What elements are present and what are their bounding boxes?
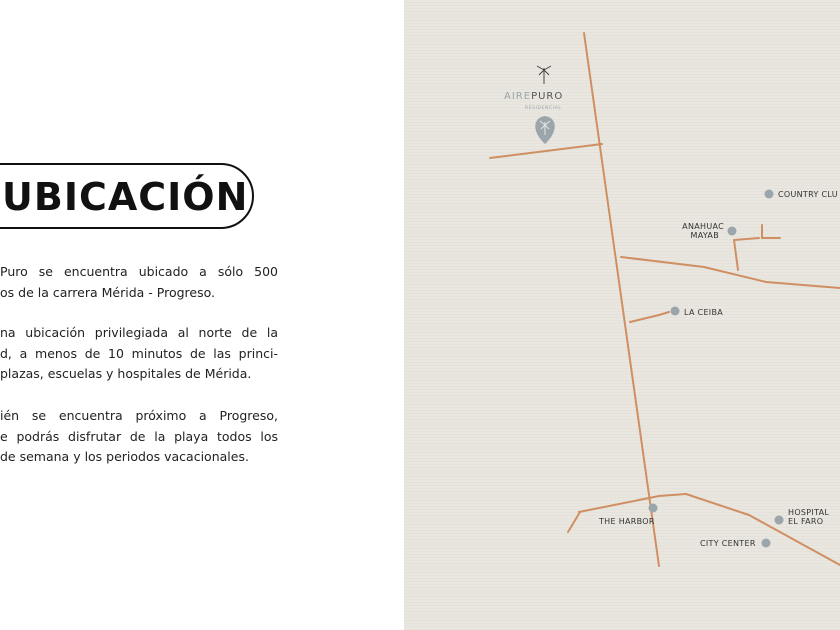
map-canvas	[404, 0, 840, 630]
la-ceiba-marker	[671, 307, 680, 316]
connector-road-2	[762, 225, 780, 238]
place-label-the-harbor: THE HARBOR	[599, 517, 655, 526]
east-road	[621, 257, 840, 288]
place-label-city-center: CITY CENTER	[700, 539, 756, 548]
paragraph-location	[0, 323, 278, 385]
palm-icon	[537, 66, 551, 84]
location-pin-icon	[535, 116, 555, 144]
paragraph-line: os de la carrera Mérida - Progreso.	[0, 284, 215, 300]
connector-road-1	[734, 238, 759, 270]
brand-tagline: RESIDENCIAL	[525, 106, 562, 111]
brand-name-puro: PURO	[531, 91, 564, 102]
country-club-marker	[765, 190, 774, 199]
paragraph-line: Puro se encuentra ubicado a sólo 500	[0, 264, 278, 279]
east-south-road	[686, 494, 840, 565]
brand-name-aire: AIRE	[504, 91, 532, 102]
paragraph-distance	[0, 262, 278, 303]
paragraph-line: ién se encuentra próximo a Progreso,	[0, 408, 278, 423]
svg-text:AIREPURO	[504, 91, 563, 102]
location-map	[404, 0, 840, 630]
location-text-panel	[0, 0, 404, 630]
main-highway-road	[584, 33, 659, 566]
paragraph-line: na ubicación privilegiada al norte de la	[0, 325, 278, 340]
harbor-spur	[568, 512, 580, 532]
place-label-la-ceiba: LA CEIBA	[684, 308, 724, 317]
hospital-marker	[775, 516, 784, 525]
city-center-marker	[762, 539, 771, 548]
place-label-mayab: MAYAB	[690, 231, 719, 240]
place-label-hospital: HOSPITAL	[788, 508, 830, 517]
paragraph-line: de semana y los periodos vacacionales.	[0, 449, 249, 464]
paragraph-line: plazas, escuelas y hospitales de Mérida.	[0, 366, 252, 381]
the-harbor-marker	[649, 504, 658, 513]
airepuro-logo	[504, 66, 563, 111]
place-label-el-faro: EL FARO	[788, 517, 824, 526]
paragraph-line: e podrás disfrutar de la playa todos los	[0, 428, 278, 444]
paragraph-line: d, a menos de 10 minutos de las princi-	[0, 345, 278, 361]
anahuac-marker	[728, 227, 737, 236]
harbor-road-west	[579, 494, 686, 512]
paragraph-progreso	[0, 406, 278, 468]
page-title: UBICACIÓN	[2, 175, 249, 219]
place-label-anahuac: ANAHUAC	[682, 222, 724, 231]
place-label-country-club: COUNTRY CLU	[778, 190, 838, 199]
la-ceiba-road	[630, 312, 669, 322]
road-to-airepuro	[490, 144, 602, 158]
